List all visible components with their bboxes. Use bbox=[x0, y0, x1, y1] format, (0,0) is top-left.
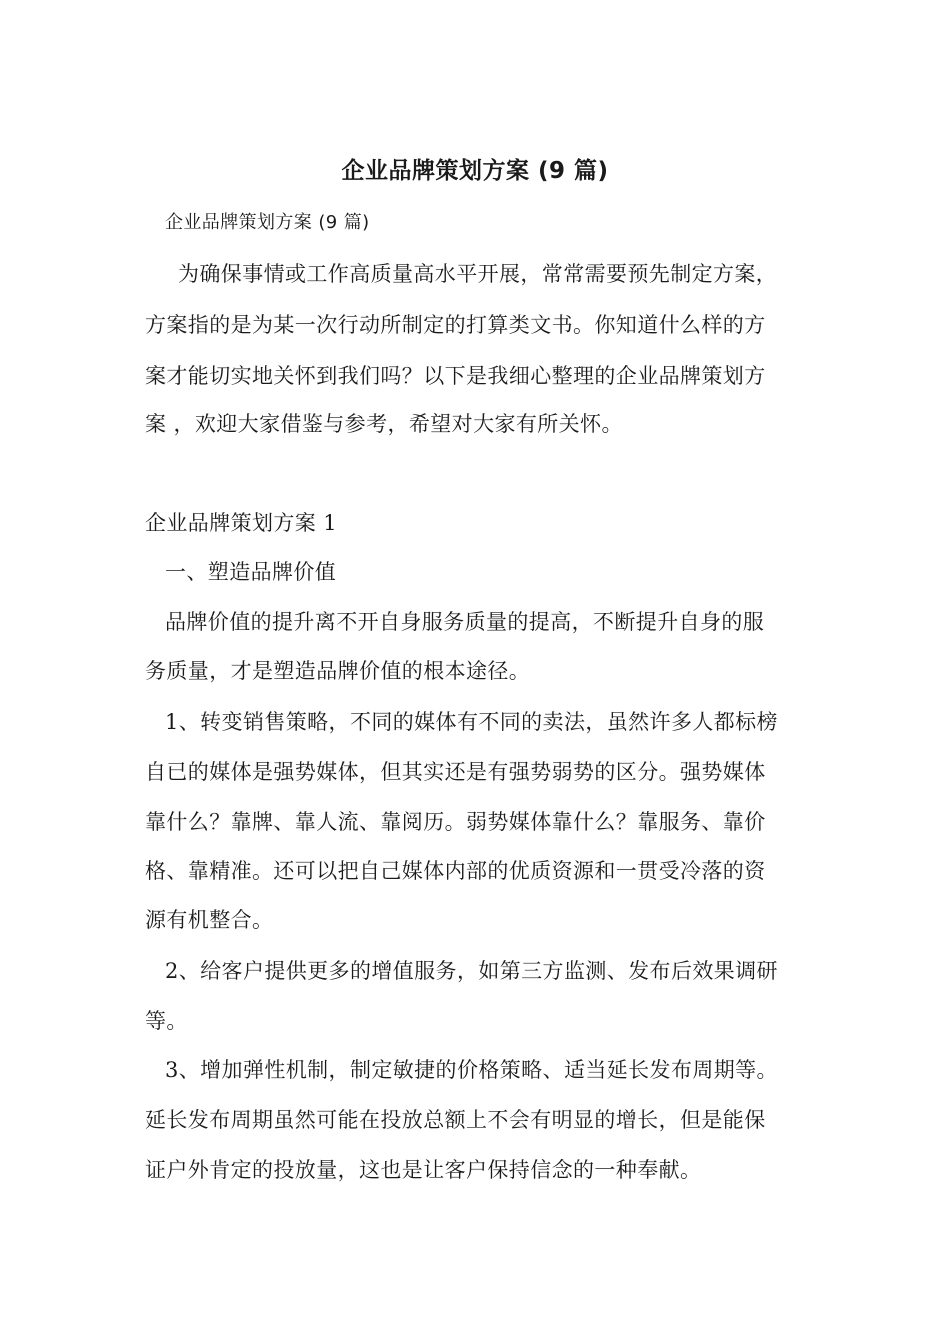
para1-line-1: 品牌价值的提升离不开自身服务质量的提高，不断提升自身的服 bbox=[165, 610, 765, 634]
item1-line-4: 格、靠精准。还可以把自己媒体内部的优质资源和一贯受冷落的资 bbox=[145, 859, 766, 883]
para1-line-2: 务质量，才是塑造品牌价值的根本途径。 bbox=[145, 659, 531, 683]
intro-line-1: 为确保事情或工作高质量高水平开展，常常需要预先制定方案， bbox=[178, 262, 778, 286]
item3-line-2: 延长发布周期虽然可能在投放总额上不会有明显的增长，但是能保 bbox=[145, 1108, 766, 1132]
section-heading: 企业品牌策划方案 1 bbox=[145, 511, 338, 535]
item2-line-1: 2、给客户提供更多的增值服务，如第三方监测、发布后效果调研 bbox=[165, 959, 778, 983]
item1-line-5: 源有机整合。 bbox=[145, 908, 274, 932]
intro-line-2: 方案指的是为某一次行动所制定的打算类文书。你知道什么样的方 bbox=[145, 313, 766, 337]
item2-line-2: 等。 bbox=[145, 1009, 188, 1033]
item3-line-1: 3、增加弹性机制，制定敏捷的价格策略、适当延长发布周期等。 bbox=[165, 1058, 778, 1082]
item1-line-1: 1、转变销售策略，不同的媒体有不同的卖法，虽然许多人都标榜 bbox=[165, 710, 778, 734]
item1-line-2: 自已的媒体是强势媒体，但其实还是有强势弱势的区分。强势媒体 bbox=[145, 760, 766, 784]
intro-line-3: 案才能切实地关怀到我们吗？以下是我细心整理的企业品牌策划方 bbox=[145, 364, 766, 388]
item3-line-3: 证户外肯定的投放量，这也是让客户保持信念的一种奉献。 bbox=[145, 1158, 702, 1182]
document-subtitle: 企业品牌策划方案 (9 篇) bbox=[165, 212, 370, 233]
item1-line-3: 靠什么？靠牌、靠人流、靠阅历。弱势媒体靠什么？靠服务、靠价 bbox=[145, 810, 766, 834]
document-title: 企业品牌策划方案 (9 篇) bbox=[341, 158, 609, 184]
subheading: 一、塑造品牌价值 bbox=[165, 560, 337, 584]
intro-line-4: 案 ，欢迎大家借鉴与参考，希望对大家有所关怀。 bbox=[145, 412, 623, 436]
